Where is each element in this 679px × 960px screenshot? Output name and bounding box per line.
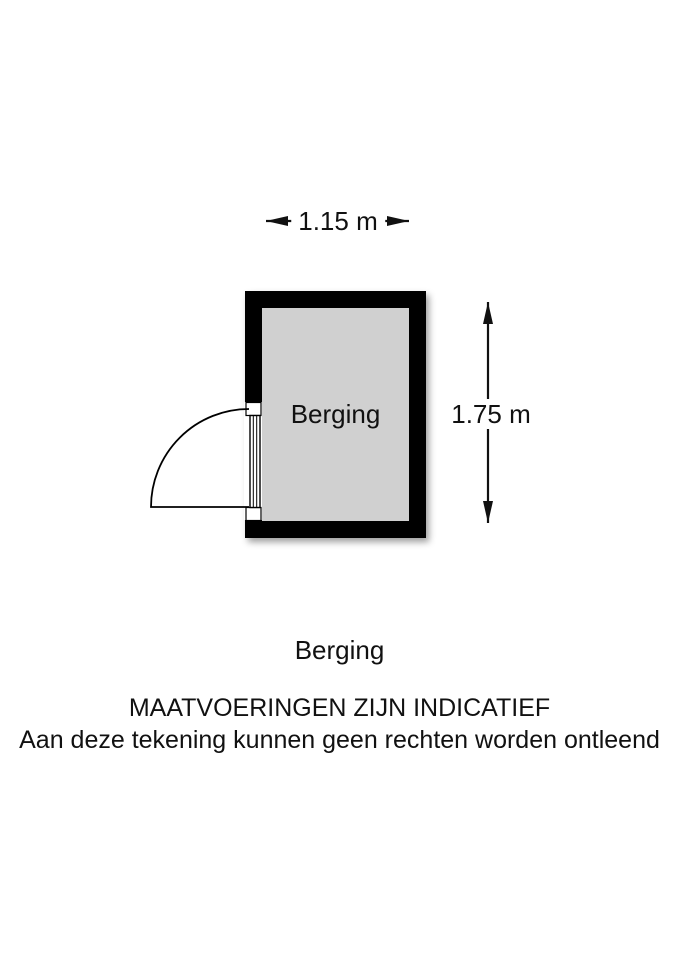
floorplan-caption: Berging <box>294 635 385 665</box>
height-dimension-arrowhead-bottom-icon <box>483 501 493 523</box>
room-name-label: Berging <box>290 399 381 429</box>
height-dimension-arrowhead-top-icon <box>483 302 493 324</box>
width-dimension-arrowhead-left-icon <box>266 216 288 226</box>
door-jamb-bottom <box>246 508 261 521</box>
disclaimer-line-2: Aan deze tekening kunnen geen rechten worden ontleend <box>19 726 660 754</box>
height-dimension-label: 1.75 m <box>444 399 538 429</box>
disclaimer-line-1: MAATVOERINGEN ZIJN INDICATIEF <box>128 694 551 722</box>
width-dimension-label: 1.15 m <box>291 206 385 236</box>
door-swing-arc <box>151 409 249 507</box>
disclaimer <box>0 692 679 756</box>
width-dimension-arrowhead-right-icon <box>387 216 409 226</box>
room-name-container <box>262 308 409 521</box>
door-panel <box>250 416 260 508</box>
